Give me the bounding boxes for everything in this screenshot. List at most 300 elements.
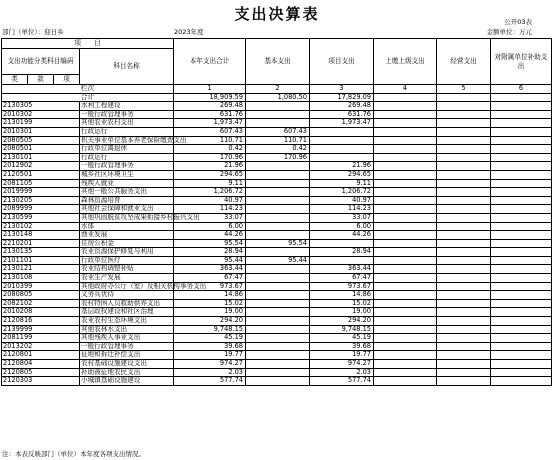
department-name: 迎日乡 <box>44 28 64 36</box>
cell-code: 2082102 <box>2 299 80 308</box>
cell-code: 2010399 <box>2 282 80 291</box>
cell-remit <box>374 127 437 136</box>
header-subject-name: 科目名称 <box>80 49 174 85</box>
cell-subject-name: 其他社会保障和就业支出 <box>80 205 174 214</box>
cell-subsidy <box>491 205 552 214</box>
cell-subject-name: 基层政权建设和社区治理 <box>80 308 174 317</box>
cell-remit <box>374 317 437 326</box>
cell-code: 2130148 <box>2 231 80 240</box>
cell-subsidy <box>491 248 552 257</box>
cell-operating <box>437 256 491 265</box>
cell-total: 2.03 <box>174 368 246 377</box>
cell-subject-name: 其他农林水支出 <box>80 325 174 334</box>
cell-remit <box>374 231 437 240</box>
cell-remit <box>374 291 437 300</box>
cell-project: 15.02 <box>310 299 374 308</box>
table-row <box>2 231 552 240</box>
cell-operating <box>437 153 491 162</box>
cell-project: 6.00 <box>310 222 374 231</box>
cell-project: 67.47 <box>310 274 374 283</box>
cell-project: 44.26 <box>310 231 374 240</box>
cell-code: 2081105 <box>2 179 80 188</box>
cell-subsidy <box>491 308 552 317</box>
cell-subsidy <box>491 153 552 162</box>
cell-subsidy <box>491 377 552 386</box>
cell-project: 294.20 <box>310 317 374 326</box>
cell-subsidy <box>491 196 552 205</box>
table-row <box>2 127 552 136</box>
cell-total: 1,206.72 <box>174 188 246 197</box>
cell-total: 44.26 <box>174 231 246 240</box>
cell-code: 2120816 <box>2 317 80 326</box>
cell-subsidy <box>491 239 552 248</box>
cell-total: 577.74 <box>174 377 246 386</box>
cell-remit <box>374 170 437 179</box>
cell-remit <box>374 136 437 145</box>
cell-subsidy <box>491 265 552 274</box>
cell-operating <box>437 179 491 188</box>
cell-remit <box>374 213 437 222</box>
cell-project: 1,973.47 <box>310 119 374 128</box>
cell-subsidy <box>491 291 552 300</box>
cell-operating <box>437 342 491 351</box>
cell-remit <box>374 351 437 360</box>
cell-remit <box>374 334 437 343</box>
cell-basic <box>246 170 310 179</box>
cell-total: 170.96 <box>174 153 246 162</box>
table-row <box>2 188 552 197</box>
cell-project: 269.48 <box>310 102 374 111</box>
header-subsidy-affiliated: 对附属单位补助支出 <box>491 39 552 85</box>
cell-subject-name: 一般行政管理事务 <box>80 162 174 171</box>
cell-subject-name: 农村特困人员救助供养支出 <box>80 299 174 308</box>
cell-code: 2101101 <box>2 256 80 265</box>
cell-project: 1,206.72 <box>310 188 374 197</box>
cell-code: 2130199 <box>2 119 80 128</box>
cell-basic <box>246 360 310 369</box>
cell-basic: 95.44 <box>246 256 310 265</box>
cell-basic: 0.42 <box>246 145 310 154</box>
form-number: 公开03表 <box>504 18 532 26</box>
cell-operating <box>437 291 491 300</box>
cell-subsidy <box>491 213 552 222</box>
cell-code: 2080805 <box>2 291 80 300</box>
cell-code: 2130101 <box>2 153 80 162</box>
cell-operating <box>437 360 491 369</box>
cell-subsidy <box>491 145 552 154</box>
cell-remit <box>374 342 437 351</box>
cell-project: 28.94 <box>310 248 374 257</box>
header-class: 类 <box>2 75 28 85</box>
cell-basic <box>246 274 310 283</box>
seq-2: 2 <box>246 85 310 94</box>
cell-remit <box>374 377 437 386</box>
seq-row <box>2 85 552 94</box>
cell-subsidy <box>491 256 552 265</box>
cell-subject-name: 其他农业农村支出 <box>80 119 174 128</box>
cell-remit <box>374 153 437 162</box>
cell-operating <box>437 162 491 171</box>
cell-basic: 170.96 <box>246 153 310 162</box>
cell-operating <box>437 145 491 154</box>
cell-project: 631.76 <box>310 110 374 119</box>
cell-basic <box>246 188 310 197</box>
cell-remit <box>374 274 437 283</box>
cell-subsidy <box>491 188 552 197</box>
cell-subsidy <box>491 170 552 179</box>
cell-subject-name: 其他一般公共服务支出 <box>80 188 174 197</box>
cell-subsidy <box>491 136 552 145</box>
seq-5: 5 <box>437 85 491 94</box>
cell-basic <box>246 325 310 334</box>
cell-total: 21.96 <box>174 162 246 171</box>
cell-basic <box>246 308 310 317</box>
table-row <box>2 274 552 283</box>
cell-code: 2012902 <box>2 162 80 171</box>
table-row <box>2 145 552 154</box>
table-row <box>2 213 552 222</box>
cell-project: 974.27 <box>310 360 374 369</box>
cell-subsidy <box>491 162 552 171</box>
cell-total: 45.19 <box>174 334 246 343</box>
cell-total: 114.23 <box>174 205 246 214</box>
cell-remit <box>374 325 437 334</box>
cell-operating <box>437 377 491 386</box>
cell-operating <box>437 351 491 360</box>
seq-3: 3 <box>310 85 374 94</box>
header-project-expenditure: 项目支出 <box>310 39 374 85</box>
cell-total: 14.86 <box>174 291 246 300</box>
header-code-group: 支出功能分类科目编码 <box>2 49 80 75</box>
cell-code: 2130205 <box>2 196 80 205</box>
cell-operating <box>437 265 491 274</box>
table-row <box>2 170 552 179</box>
cell-basic <box>246 299 310 308</box>
report-year: 2023年度 <box>174 28 204 36</box>
cell-subsidy <box>491 110 552 119</box>
cell-basic <box>246 179 310 188</box>
cell-subject-name: 义务兵优待 <box>80 291 174 300</box>
table-row <box>2 360 552 369</box>
cell-subsidy <box>491 360 552 369</box>
cell-subject-name: 水利工程建设 <box>80 102 174 111</box>
cell-project <box>310 127 374 136</box>
cell-operating <box>437 170 491 179</box>
cell-code: 2120804 <box>2 360 80 369</box>
cell-remit <box>374 368 437 377</box>
cell-subsidy <box>491 119 552 128</box>
cell-total: 974.27 <box>174 360 246 369</box>
cell-basic <box>246 377 310 386</box>
cell-project: 973.67 <box>310 282 374 291</box>
cell-subsidy <box>491 127 552 136</box>
department-label <box>2 29 64 36</box>
seq-6: 6 <box>491 85 552 94</box>
cell-subject-name: 渔业发展 <box>80 231 174 240</box>
cell-code: 2130121 <box>2 265 80 274</box>
table-body <box>2 85 552 386</box>
cell-subject-name: 农业生产发展 <box>80 274 174 283</box>
cell-code: 2120501 <box>2 170 80 179</box>
cell-remit <box>374 196 437 205</box>
cell-subject-name: 一般行政管理事务 <box>80 110 174 119</box>
cell-subsidy <box>491 274 552 283</box>
cell-total: 1,973.47 <box>174 119 246 128</box>
cell-subject-name: 补助被征地农民支出 <box>80 368 174 377</box>
cell-remit <box>374 248 437 257</box>
cell-remit <box>374 110 437 119</box>
cell-basic <box>246 317 310 326</box>
total-c2: 1,080.50 <box>246 93 310 102</box>
cell-subject-name: 农村基础设施建设支出 <box>80 360 174 369</box>
cell-total: 607.43 <box>174 127 246 136</box>
cell-operating <box>437 188 491 197</box>
expenditure-table <box>1 38 552 386</box>
cell-operating <box>437 282 491 291</box>
cell-subsidy <box>491 282 552 291</box>
page-title: 支出决算表 <box>234 5 320 23</box>
cell-remit <box>374 239 437 248</box>
cell-operating <box>437 334 491 343</box>
cell-operating <box>437 368 491 377</box>
cell-subsidy <box>491 102 552 111</box>
cell-total: 973.67 <box>174 282 246 291</box>
cell-subject-name: 机关事业单位基本养老保险缴费支出 <box>81 135 187 144</box>
seq-1: 1 <box>174 85 246 94</box>
cell-code: 2010208 <box>2 308 80 317</box>
cell-operating <box>437 274 491 283</box>
cell-total: 363.44 <box>174 265 246 274</box>
cell-subject-name: 住房公积金 <box>80 239 174 248</box>
header-operating-expenditure: 经营支出 <box>437 39 491 85</box>
cell-operating <box>437 213 491 222</box>
cell-subject-name: 农业资源保护修复与利用 <box>80 248 174 257</box>
cell-total: 9,748.15 <box>174 325 246 334</box>
cell-total: 15.02 <box>174 299 246 308</box>
cell-code: 2019999 <box>2 188 80 197</box>
cell-operating <box>437 317 491 326</box>
cell-project <box>310 136 374 145</box>
cell-remit <box>374 256 437 265</box>
cell-total: 95.54 <box>174 239 246 248</box>
cell-basic <box>246 265 310 274</box>
cell-basic <box>246 351 310 360</box>
cell-subject-name: 水体 <box>80 222 174 231</box>
cell-basic <box>246 162 310 171</box>
cell-total: 19.77 <box>174 351 246 360</box>
cell-project: 9,748.15 <box>310 325 374 334</box>
cell-total: 95.44 <box>174 256 246 265</box>
cell-basic <box>246 368 310 377</box>
cell-operating <box>437 102 491 111</box>
cell-subject-name: 农业农村生态环境支出 <box>80 317 174 326</box>
cell-operating <box>437 239 491 248</box>
cell-remit <box>374 205 437 214</box>
cell-total: 0.42 <box>174 145 246 154</box>
cell-subsidy <box>491 368 552 377</box>
cell-subsidy <box>491 222 552 231</box>
table-row <box>2 317 552 326</box>
cell-total: 67.47 <box>174 274 246 283</box>
cell-basic <box>246 231 310 240</box>
cell-project: 40.97 <box>310 196 374 205</box>
cell-subject-name: 行政运行 <box>80 127 174 136</box>
cell-code: 2089999 <box>2 205 80 214</box>
cell-project: 114.23 <box>310 205 374 214</box>
total-c4 <box>374 93 437 102</box>
cell-total: 33.07 <box>174 213 246 222</box>
cell-subject-name: 一般行政管理事务 <box>80 342 174 351</box>
cell-project <box>310 145 374 154</box>
cell-subject-name: 小城镇基础设施建设 <box>80 377 174 386</box>
cell-remit <box>374 188 437 197</box>
cell-operating <box>437 205 491 214</box>
cell-basic <box>246 102 310 111</box>
cell-basic <box>246 291 310 300</box>
cell-subsidy <box>491 334 552 343</box>
cell-basic: 607.43 <box>246 127 310 136</box>
cell-operating <box>437 308 491 317</box>
cell-project: 39.68 <box>310 342 374 351</box>
cell-subsidy <box>491 351 552 360</box>
cell-remit <box>374 222 437 231</box>
cell-basic <box>246 342 310 351</box>
cell-operating <box>437 231 491 240</box>
cell-code: 2013202 <box>2 342 80 351</box>
cell-basic <box>246 205 310 214</box>
cell-subject-name: 残疾人就业 <box>80 179 174 188</box>
cell-remit <box>374 162 437 171</box>
cell-subsidy <box>491 317 552 326</box>
cell-remit <box>374 299 437 308</box>
total-label: 合计 <box>2 93 174 102</box>
cell-subsidy <box>491 342 552 351</box>
cell-project: 9.11 <box>310 179 374 188</box>
cell-code: 2080501 <box>2 145 80 154</box>
cell-subsidy <box>491 179 552 188</box>
cell-remit <box>374 282 437 291</box>
seq-label: 栏次 <box>2 85 174 94</box>
amount-unit: 金额单位：万元 <box>486 28 532 36</box>
cell-subject-name: 其他残疾人事业支出 <box>80 334 174 343</box>
cell-project: 14.86 <box>310 291 374 300</box>
cell-code: 2120801 <box>2 351 80 360</box>
cell-operating <box>437 136 491 145</box>
cell-project: 33.07 <box>310 213 374 222</box>
cell-code: 2080505 <box>2 136 80 145</box>
cell-subject-name: 行政单位离退休 <box>80 145 174 154</box>
cell-project: 294.65 <box>310 170 374 179</box>
cell-operating <box>437 110 491 119</box>
cell-remit <box>374 265 437 274</box>
header-item: 项 <box>54 75 80 85</box>
cell-total: 294.20 <box>174 317 246 326</box>
cell-remit <box>374 360 437 369</box>
cell-code: 2130108 <box>2 274 80 283</box>
table-header <box>2 39 552 85</box>
total-c5 <box>437 93 491 102</box>
header-project: 项 目 <box>2 39 174 49</box>
cell-remit <box>374 119 437 128</box>
cell-operating <box>437 196 491 205</box>
cell-basic <box>246 213 310 222</box>
cell-project: 21.96 <box>310 162 374 171</box>
cell-total: 631.76 <box>174 110 246 119</box>
cell-code: 2139999 <box>2 325 80 334</box>
cell-total: 9.11 <box>174 179 246 188</box>
cell-subject-name: 城乡社区环境卫生 <box>80 170 174 179</box>
cell-operating <box>437 222 491 231</box>
cell-subject-name: 征地和拆迁补偿支出 <box>80 351 174 360</box>
cell-remit <box>374 308 437 317</box>
cell-total: 294.65 <box>174 170 246 179</box>
cell-code: 2010302 <box>2 110 80 119</box>
cell-project: 19.00 <box>310 308 374 317</box>
cell-remit <box>374 145 437 154</box>
department-prefix: 部门（单位）： <box>2 28 45 36</box>
cell-total: 28.94 <box>174 248 246 257</box>
cell-total: 19.00 <box>174 308 246 317</box>
cell-project: 19.77 <box>310 351 374 360</box>
cell-operating <box>437 325 491 334</box>
cell-operating <box>437 127 491 136</box>
cell-subject-name: 行政运行 <box>80 153 174 162</box>
table-row <box>2 377 552 386</box>
cell-code: 2130102 <box>2 222 80 231</box>
cell-total: 39.68 <box>174 342 246 351</box>
cell-subsidy <box>491 299 552 308</box>
footnote: 注：本表反映部门（单位）本年度各项支出情况。 <box>2 450 145 458</box>
cell-code: 2130305 <box>2 102 80 111</box>
cell-basic <box>246 110 310 119</box>
header-basic-expenditure: 基本支出 <box>246 39 310 85</box>
cell-subject-name: 其他政府办公厅（室）及相关机构事务支出 <box>81 281 207 290</box>
cell-remit <box>374 179 437 188</box>
cell-total: 110.71 <box>174 136 246 145</box>
cell-remit <box>374 102 437 111</box>
cell-basic: 95.54 <box>246 239 310 248</box>
cell-code: 2210201 <box>2 239 80 248</box>
cell-subject-name: 农业结构调整补贴 <box>80 265 174 274</box>
cell-subsidy <box>491 325 552 334</box>
cell-basic <box>246 282 310 291</box>
cell-code: 2130135 <box>2 248 80 257</box>
cell-basic: 110.71 <box>246 136 310 145</box>
total-c6 <box>491 93 552 102</box>
cell-basic <box>246 334 310 343</box>
cell-project: 45.19 <box>310 334 374 343</box>
cell-code: 2081199 <box>2 334 80 343</box>
cell-operating <box>437 119 491 128</box>
cell-code: 2120303 <box>2 377 80 386</box>
total-c3: 17,829.09 <box>310 93 374 102</box>
cell-project: 577.74 <box>310 377 374 386</box>
cell-operating <box>437 299 491 308</box>
header-remit-superior: 上缴上级支出 <box>374 39 437 85</box>
table-row <box>2 102 552 111</box>
cell-basic <box>246 222 310 231</box>
cell-total: 269.48 <box>174 102 246 111</box>
cell-project: 2.03 <box>310 368 374 377</box>
cell-operating <box>437 248 491 257</box>
header-kuan: 款 <box>28 75 54 85</box>
cell-subject-name: 其他巩固脱贫攻坚成果衔接乡村振兴支出 <box>81 212 200 221</box>
cell-project: 363.44 <box>310 265 374 274</box>
cell-subsidy <box>491 231 552 240</box>
header-total-expenditure: 本年支出合计 <box>174 39 246 85</box>
cell-subject-name: 行政单位医疗 <box>80 256 174 265</box>
cell-basic <box>246 196 310 205</box>
